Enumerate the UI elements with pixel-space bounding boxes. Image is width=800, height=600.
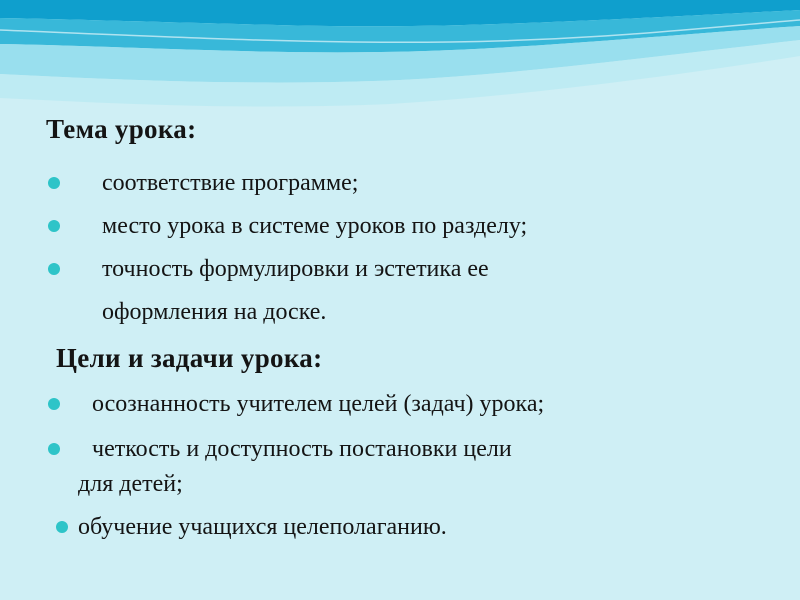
list-item-text: место урока в системе уроков по разделу;	[102, 213, 528, 239]
list-item-text: соответствие программе;	[102, 170, 359, 196]
circle-bullet-icon	[56, 521, 68, 533]
circle-bullet-icon	[48, 443, 60, 455]
list-item-text: для детей;	[78, 471, 183, 497]
list-item	[0, 249, 800, 289]
header-wave-decoration	[0, 0, 800, 130]
heading-lesson-goals: Цели и задачи урока:	[56, 343, 323, 373]
list-item	[0, 384, 800, 424]
list-item-continuation	[0, 292, 800, 332]
circle-bullet-icon	[48, 263, 60, 275]
list-item-continuation	[0, 464, 800, 504]
list-item	[0, 507, 800, 547]
list-item	[0, 429, 800, 469]
list-item-text: оформления на доске.	[102, 299, 327, 325]
list-item-text: четкость и доступность постановки цели	[92, 436, 512, 462]
list-item	[0, 163, 800, 203]
circle-bullet-icon	[48, 398, 60, 410]
circle-bullet-icon	[48, 220, 60, 232]
list-item	[0, 206, 800, 246]
circle-bullet-icon	[48, 177, 60, 189]
heading-lesson-topic: Тема урока:	[46, 114, 197, 144]
list-item-text: обучение учащихся целеполаганию.	[78, 514, 447, 540]
list-item-text: точность формулировки и эстетика ее	[102, 256, 489, 282]
list-item-text: осознанность учителем целей (задач) урока;	[92, 391, 545, 417]
